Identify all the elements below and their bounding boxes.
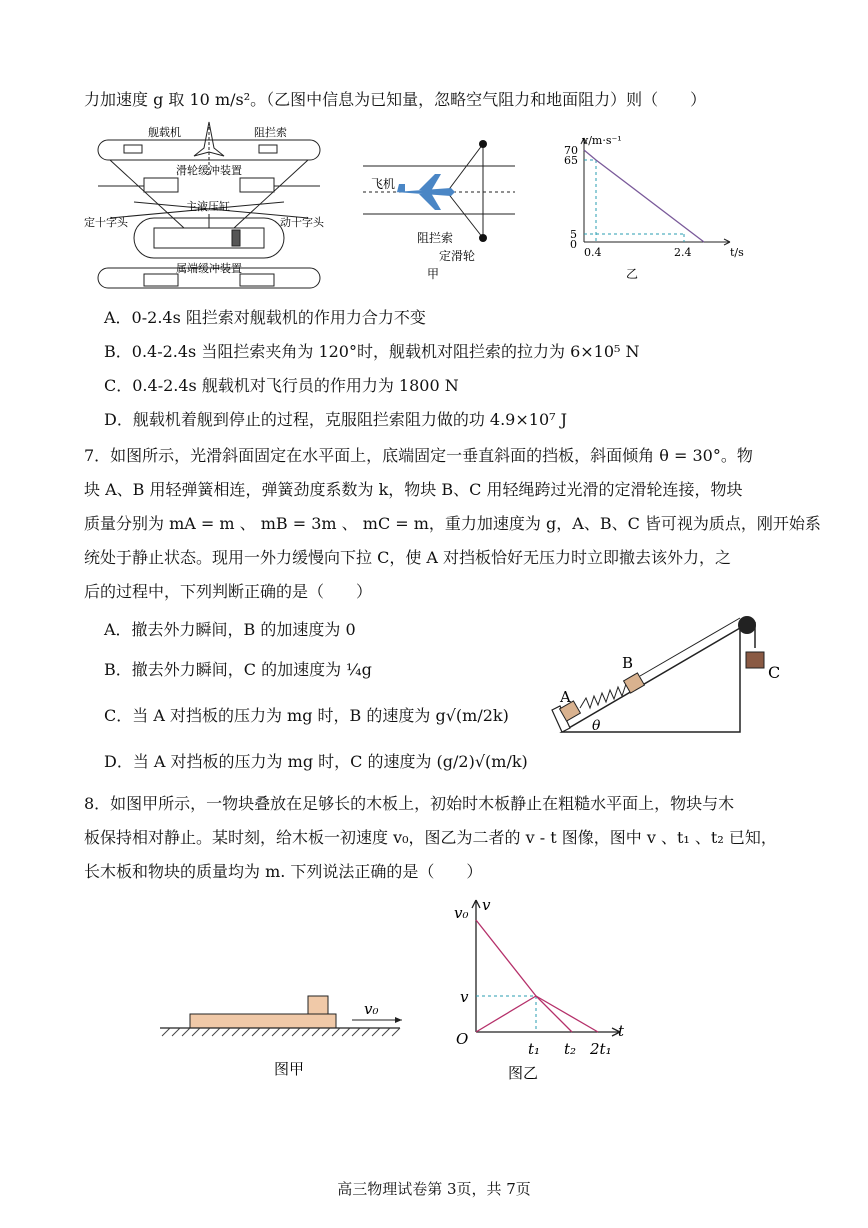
label-fixed-pulley: 定滑轮 [439, 249, 476, 263]
label-2t1: 2t₁ [590, 1040, 612, 1058]
label-plane: 飞机 [371, 177, 396, 191]
q7-option-b: B．撤去外力瞬间，C 的加速度为 ¼g [104, 660, 372, 679]
q7-option-a: A．撤去外力瞬间，B 的加速度为 0 [104, 620, 356, 639]
arresting-gear-diagram [84, 118, 334, 296]
q8-line-1: 8．如图甲所示，一物块叠放在足够长的木板上，初始时木板静止在粗糙水平面上，物块与木 [84, 794, 735, 813]
airplane-icon [395, 174, 455, 210]
label-pulley-buffer: 滑轮缓冲装置 [176, 164, 242, 177]
xtick-2.4: 2.4 [674, 246, 692, 259]
label-t-axis: t [618, 1022, 625, 1040]
label-moving-crosshead: 动十字头 [280, 216, 324, 229]
label-a: A [560, 688, 571, 706]
pulley-icon [738, 616, 756, 634]
page-footer: 高三物理试卷第 3页，共 7页 [337, 1180, 531, 1198]
board-block-diagram [150, 980, 420, 1080]
caption-tuyi: 图乙 [508, 1064, 539, 1082]
q7-option-d: D．当 A 对挡板的压力为 mg 时，C 的速度为 (g/2)√(m/k) [104, 752, 528, 771]
caption-tujia: 图甲 [274, 1060, 305, 1078]
ytick-0: 0 [570, 238, 577, 251]
vt-graph-q8 [450, 896, 640, 1088]
q7-line-2: 块 A、B 用轻弹簧相连，弹簧劲度系数为 k，物块 B、C 用轻绳跨过光滑的定滑轮连接，物块 [84, 480, 743, 499]
q8-line-3: 长木板和物块的质量均为 m. 下列说法正确的是（ ） [84, 862, 483, 881]
q7-line-4: 统处于静止状态。现用一外力缓慢向下拉 C，使 A 对挡板恰好无压力时立即撤去该外力，之 [84, 548, 732, 567]
block-b [624, 673, 645, 693]
q6-option-a: A．0-2.4s 阻拦索对舰载机的作用力合力不变 [104, 308, 426, 327]
label-origin: O [456, 1030, 469, 1048]
ylabel: v/m·s⁻¹ [582, 134, 622, 147]
vt-graph-q6 [560, 132, 760, 282]
q7-line-5: 后的过程中，下列判断正确的是（ ） [84, 582, 373, 601]
q7-line-1: 7．如图所示，光滑斜面固定在水平面上，底端固定一垂直斜面的挡板，斜面倾角 θ = 30°。物 [84, 446, 753, 465]
q6-option-d: D．舰载机着舰到停止的过程，克服阻拦索阻力做的功 4.9×10⁷ J [104, 410, 568, 429]
label-carrier-plane: 舰载机 [148, 126, 181, 139]
caption-jia: 甲 [427, 267, 440, 280]
q6-option-b: B．0.4-2.4s 当阻拦索夹角为 120°时，舰载机对阻拦索的拉力为 6×10⁵ N [104, 342, 640, 361]
xtick-0.4: 0.4 [584, 246, 602, 259]
arrow-right-icon [395, 1017, 402, 1023]
label-v0-axis: v₀ [454, 904, 469, 922]
label-main-cylinder: 主液压缸 [186, 200, 230, 213]
q7-line-3: 质量分别为 mA = m 、 mB = 3m 、 mC = m，重力加速度为 g，A、B、C 皆可视为质点，刚开始系 [84, 514, 821, 533]
label-v-axis: v [482, 896, 491, 914]
q7-option-c: C．当 A 对挡板的压力为 mg 时，B 的速度为 g√(m/2k) [104, 706, 509, 725]
label-v-mid: v [460, 988, 469, 1006]
caption-yi: 乙 [626, 267, 639, 281]
ytick-65: 65 [564, 154, 578, 167]
label-b: B [622, 654, 634, 672]
label-arrest-cable: 阻拦索 [254, 126, 287, 139]
xlabel: t/s [730, 246, 744, 259]
block-c [746, 652, 764, 668]
ytick-70: 70 [564, 144, 578, 157]
label-t1: t₁ [528, 1040, 541, 1058]
incline-diagram [540, 606, 800, 746]
spring [580, 684, 630, 708]
q6-intro-line: 力加速度 g 取 10 m/s²。（乙图中信息为已知量，忽略空气阻力和地面阻力）则（ ） [84, 90, 707, 109]
ytick-5: 5 [570, 228, 577, 241]
plane-cable-diagram [355, 130, 525, 280]
label-t2: t₂ [564, 1040, 577, 1058]
q8-line-2: 板保持相对静止。某时刻，给木板一初速度 v₀，图乙为二者的 v - t 图像，图中 v 、t₁ 、t₂ 已知， [84, 828, 777, 847]
label-end-buffer: 属端缓冲装置 [176, 262, 242, 275]
label-fixed-crosshead: 定十字头 [84, 216, 128, 229]
label-cable: 阻拦索 [417, 231, 454, 245]
label-theta: θ [592, 718, 601, 734]
label-v0: v₀ [364, 1000, 379, 1018]
label-c: C [768, 663, 781, 682]
q6-option-c: C．0.4-2.4s 舰载机对飞行员的作用力为 1800 N [104, 376, 459, 395]
